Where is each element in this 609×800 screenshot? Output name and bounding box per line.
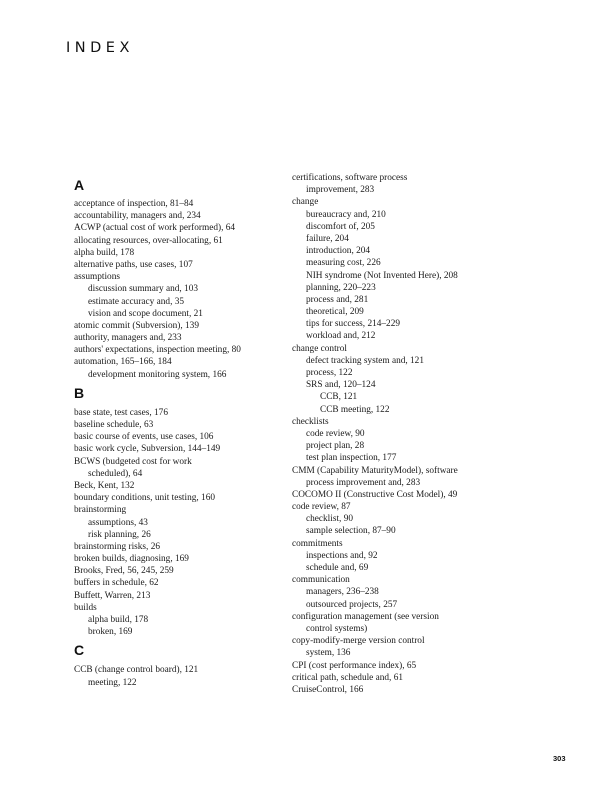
index-subentry: workload and, 212 — [306, 331, 376, 342]
index-entry: boundary conditions, unit testing, 160 — [74, 493, 215, 504]
index-subentry: alpha build, 178 — [88, 615, 149, 625]
index-entry: authors' expectations, inspection meeting, 80 — [74, 345, 241, 356]
index-entry: checklists — [292, 416, 329, 427]
index-subentry: planning, 220–223 — [306, 282, 376, 293]
index-subentry: managers, 236–238 — [306, 587, 379, 598]
index-subentry: discussion summary and, 103 — [88, 284, 199, 295]
index-entry: communication — [292, 575, 350, 586]
index-entry: CCB (change control board), 121 — [74, 665, 199, 676]
index-entry: commitments — [292, 538, 343, 549]
index-entry: accountability, managers and, 234 — [74, 211, 201, 222]
index-subentry: assumptions, 43 — [88, 517, 148, 528]
index-entry: BCWS (budgeted cost for work — [74, 456, 192, 467]
page-number: 303 — [553, 754, 566, 763]
index-subentry: process, 122 — [306, 368, 353, 378]
index-subentry: inspections and, 92 — [306, 550, 378, 561]
index-subentry: control systems) — [306, 623, 368, 634]
index-entry: code review, 87 — [292, 502, 351, 513]
index-subentry: failure, 204 — [306, 233, 349, 244]
index-subentry: sample selection, 87–90 — [306, 526, 396, 537]
index-entry: basic course of events, use cases, 106 — [74, 432, 214, 443]
index-column-right — [292, 172, 552, 696]
index-subentry: CCB, 121 — [320, 392, 358, 403]
section-letter: C — [74, 642, 85, 659]
index-entry: Buffett, Warren, 213 — [74, 590, 151, 601]
index-subentry: checklist, 90 — [306, 514, 353, 525]
section-letter: A — [74, 177, 85, 193]
index-entry: critical path, schedule and, 61 — [292, 672, 404, 683]
index-subentry: meeting, 122 — [88, 677, 137, 688]
index-entry: CruiseControl, 166 — [292, 684, 364, 695]
index-subentry: risk planning, 26 — [88, 529, 151, 540]
index-subentry: test plan inspection, 177 — [306, 453, 397, 464]
index-entry: change control — [292, 343, 347, 354]
index-subentry: discomfort of, 205 — [306, 221, 375, 232]
index-entry: assumptions — [74, 272, 120, 283]
index-subentry: process and, 281 — [306, 294, 369, 305]
index-entry: copy-modify-merge version control — [292, 636, 425, 647]
index-subentry: theoretical, 209 — [306, 307, 364, 318]
index-entry: atomic commit (Subversion), 139 — [74, 320, 199, 331]
index-entry: CPI (cost performance index), 65 — [292, 660, 417, 671]
index-entry: COCOMO II (Constructive Cost Model), 49 — [292, 489, 458, 500]
index-entry: buffers in schedule, 62 — [74, 578, 159, 589]
index-entry: alpha build, 178 — [74, 247, 135, 258]
index-entry: alternative paths, use cases, 107 — [74, 259, 193, 270]
index-subentry: tips for success, 214–229 — [306, 319, 400, 330]
index-subentry: code review, 90 — [306, 428, 365, 439]
index-entry: ACWP (actual cost of work performed), 64 — [74, 223, 236, 234]
index-subentry: schedule and, 69 — [306, 563, 369, 573]
index-subentry: estimate accuracy and, 35 — [88, 296, 185, 307]
index-entry: baseline schedule, 63 — [74, 420, 154, 430]
index-entry: CMM (Capability MaturityModel), software — [292, 465, 458, 476]
index-entry: configuration management (see version — [292, 611, 439, 622]
section-letter: B — [74, 384, 85, 401]
index-entry: base state, test cases, 176 — [74, 407, 168, 418]
index-subentry: introduction, 204 — [306, 246, 371, 257]
index-entry: builds — [74, 602, 97, 613]
index-entry: certifications, software process — [292, 173, 408, 183]
index-entry: brainstorming risks, 26 — [74, 541, 160, 552]
index-entry: allocating resources, over-allocating, 61 — [74, 235, 223, 246]
index-subentry: SRS and, 120–124 — [306, 380, 376, 391]
index-entry: automation, 165–166, 184 — [74, 357, 172, 368]
page-title: INDEX — [66, 40, 134, 56]
index-subentry: process improvement and, 283 — [306, 477, 421, 488]
index-subentry: broken, 169 — [88, 627, 133, 638]
index-entry: change — [292, 197, 319, 208]
index-subentry: scheduled), 64 — [88, 468, 143, 479]
index-entry: basic work cycle, Subversion, 144–149 — [74, 444, 221, 455]
index-subentry: development monitoring system, 166 — [88, 369, 227, 380]
index-subentry: defect tracking system and, 121 — [306, 355, 424, 366]
index-entry: Beck, Kent, 132 — [74, 480, 135, 491]
index-entry: authority, managers and, 233 — [74, 333, 182, 344]
index-subentry: NIH syndrome (Not Invented Here), 208 — [306, 270, 458, 281]
index-subentry: project plan, 28 — [306, 441, 365, 452]
index-subentry: measuring cost, 226 — [306, 258, 381, 269]
index-subentry: vision and scope document, 21 — [88, 308, 203, 319]
index-entry: acceptance of inspection, 81–84 — [74, 199, 194, 209]
index-subentry: improvement, 283 — [306, 185, 375, 196]
index-entry: brainstorming — [74, 505, 127, 516]
index-subentry: outsourced projects, 257 — [306, 599, 398, 610]
index-subentry: CCB meeting, 122 — [320, 404, 390, 415]
index-entry: broken builds, diagnosing, 169 — [74, 554, 189, 565]
index-entry: Brooks, Fred, 56, 245, 259 — [74, 566, 174, 577]
index-subentry: system, 136 — [306, 648, 351, 659]
index-subentry: bureaucracy and, 210 — [306, 209, 386, 220]
